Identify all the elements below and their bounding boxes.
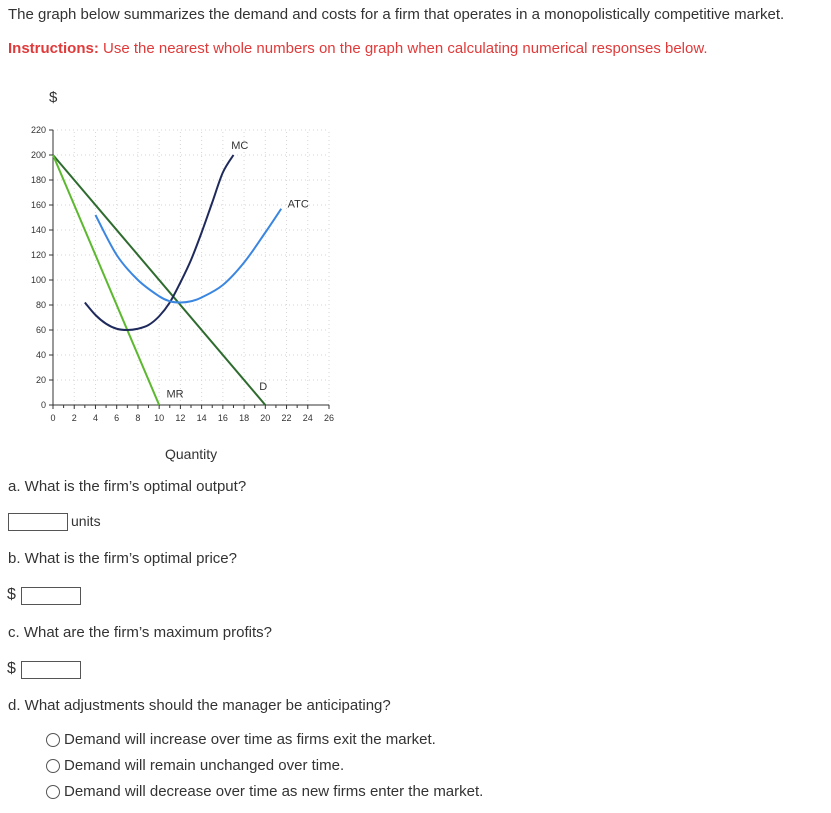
radio-button[interactable] xyxy=(46,733,60,747)
y-tick-label: 100 xyxy=(30,275,46,285)
series-atc-label: ATC xyxy=(287,198,309,211)
question-c: c. What are the firm’s maximum profits? xyxy=(8,624,272,641)
y-tick-label: 20 xyxy=(35,375,46,385)
instructions-label: Instructions: xyxy=(8,40,99,57)
option-text: Demand will remain unchanged over time. xyxy=(64,757,345,774)
y-tick-label: 220 xyxy=(30,125,46,135)
x-tick-label: 2 xyxy=(71,413,77,423)
y-tick-label: 200 xyxy=(30,150,46,160)
x-tick-label: 6 xyxy=(114,413,120,423)
price-input[interactable] xyxy=(21,587,81,605)
x-axis-label: Quantity xyxy=(165,446,218,462)
x-tick-label: 20 xyxy=(260,413,271,423)
series-mr-line xyxy=(53,155,159,405)
question-d: d. What adjustments should the manager be anticipating? xyxy=(8,697,391,714)
option-demand-increase[interactable] xyxy=(46,731,436,748)
x-tick-label: 12 xyxy=(175,413,186,423)
price-dollar-sign: $ xyxy=(7,586,16,603)
y-tick-label: 40 xyxy=(35,350,46,360)
radio-button[interactable] xyxy=(46,759,60,773)
units-label: units xyxy=(71,513,101,529)
series-d-label: D xyxy=(259,381,268,393)
question-b: b. What is the firm’s optimal price? xyxy=(8,550,237,567)
x-tick-label: 8 xyxy=(135,413,141,423)
y-tick-label: 180 xyxy=(30,175,46,185)
y-tick-label: 160 xyxy=(30,200,46,210)
y-tick-label: 120 xyxy=(30,250,46,260)
output-input[interactable] xyxy=(8,513,68,531)
option-demand-unchanged[interactable] xyxy=(46,757,344,774)
problem-intro: The graph below summarizes the demand and costs for a firm that operates in a monopolistically competitive market. xyxy=(8,6,785,23)
radio-button[interactable] xyxy=(46,785,60,799)
series-mc-label: MC xyxy=(231,139,249,152)
instructions-text: Use the nearest whole numbers on the graph when calculating numerical responses below. xyxy=(98,40,708,57)
profit-dollar-sign: $ xyxy=(7,660,16,677)
x-tick-label: 14 xyxy=(196,413,207,423)
x-tick-label: 24 xyxy=(302,413,313,423)
instructions xyxy=(8,40,708,57)
x-tick-label: 26 xyxy=(323,413,335,423)
option-text: Demand will increase over time as firms exit the market. xyxy=(64,731,436,748)
y-tick-label: 60 xyxy=(35,325,46,335)
series-mr-label: MR xyxy=(166,388,184,401)
series-atc-line xyxy=(95,209,281,303)
question-a: a. What is the firm’s optimal output? xyxy=(8,478,247,495)
x-tick-label: 4 xyxy=(92,413,98,423)
option-text: Demand will decrease over time as new firms enter the market. xyxy=(64,783,484,800)
y-tick-label: 140 xyxy=(30,225,46,235)
x-tick-label: 22 xyxy=(281,413,292,423)
x-tick-label: 10 xyxy=(154,413,165,423)
profit-input[interactable] xyxy=(21,661,81,679)
x-tick-label: 16 xyxy=(217,413,228,423)
x-tick-label: 0 xyxy=(50,413,56,423)
y-axis-label: $ xyxy=(49,89,58,106)
demand-cost-chart xyxy=(0,110,350,440)
y-tick-label: 80 xyxy=(35,300,46,310)
x-tick-label: 18 xyxy=(239,413,250,423)
option-demand-decrease[interactable] xyxy=(46,783,483,800)
series-mc-line xyxy=(85,155,234,330)
y-tick-label: 0 xyxy=(40,400,46,410)
